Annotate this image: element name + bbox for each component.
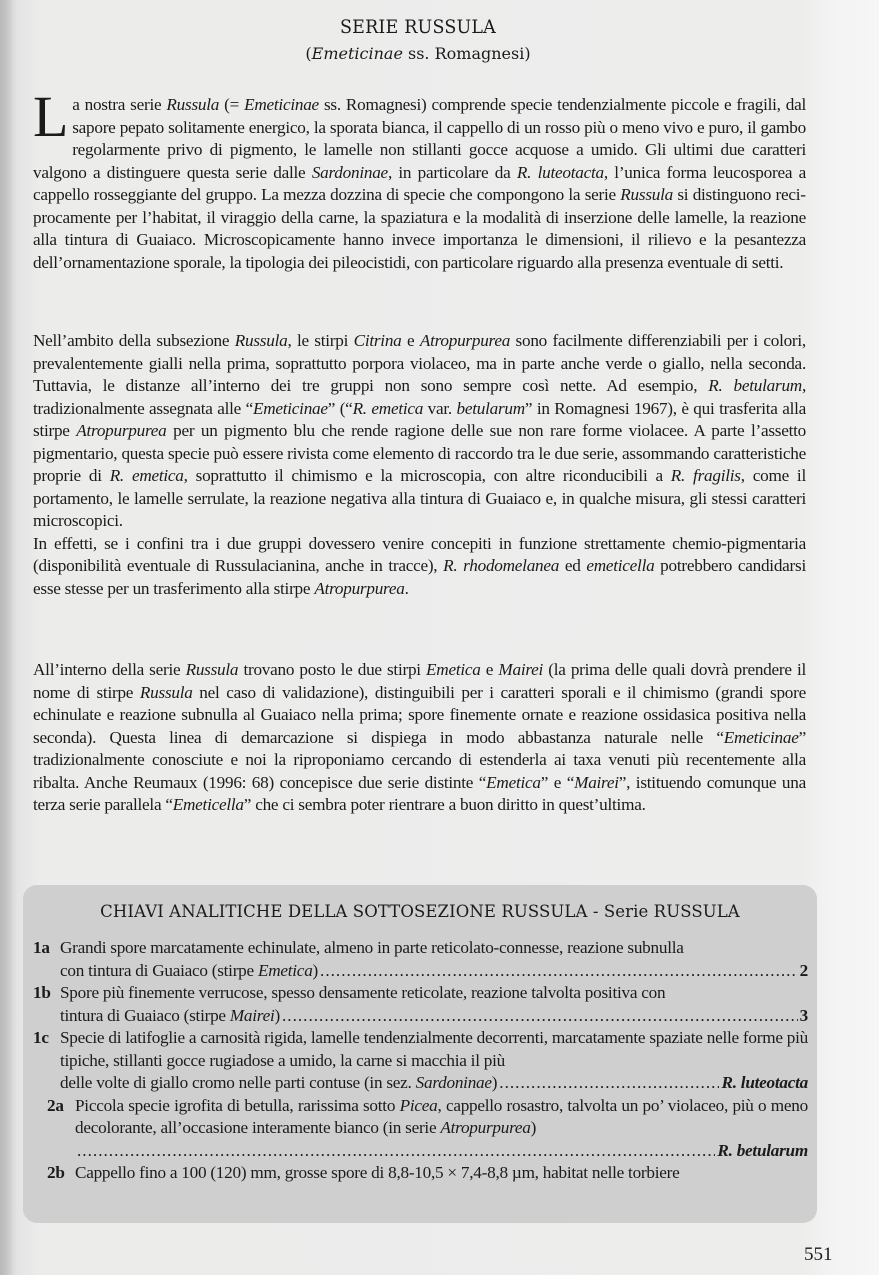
text-run: (la prima delle quali dovrà prendere il nome di stirpe (33, 660, 806, 702)
text-run: In effetti, se i confini tra i due gruppi dovessero venire concepiti in funzione strettamente chemio-pigmentaria (disponibilità eventuale di Russulacianina, anche in tracce), (33, 533, 806, 575)
key-description (60, 937, 808, 960)
text-run: Grandi spore marcatamente echinulate, almeno in parte reticolato-connesse, reazione subnulla (60, 938, 684, 957)
text-run: tintura di Guaiaco (stirpe (60, 1005, 230, 1025)
key-entry-2a (33, 1095, 808, 1163)
key-code: 1a (33, 938, 50, 957)
italic-term: Emeticinae (244, 95, 319, 114)
italic-term: Emetica (426, 660, 481, 679)
subtitle-italic: Emeticinae (311, 44, 403, 63)
text-run: si distinguono reciprocamente per l’habitat, il viraggio della carne, la spaziatura e la modalità di inserzione delle lamelle, la reazione alla tintura di Guaiaco. Microscopicamente hanno invece importanza le dimensioni, il rilievo e la pesantezza dell’ornamentazione sporale, la tipologia dei pileocistidi, con particolare riguardo alla presenza eventuale di setti. (33, 185, 806, 272)
text-run: potrebbero candidarsi esse stesse per un trasferimento alla stirpe (33, 556, 806, 598)
text-run: ) (312, 960, 319, 980)
key-target: 2 (799, 960, 808, 980)
text-run: ” e “ (540, 772, 575, 792)
key-description (75, 1095, 808, 1140)
italic-term: Russula (185, 660, 239, 679)
key-description (60, 982, 808, 1005)
text-run: Piccola specie igrofita di betulla, rarissima sotto (75, 1095, 400, 1115)
key-target: R. betularum (717, 1140, 808, 1160)
italic-term: R. emetica (109, 466, 184, 485)
text-run: , soprattutto il chimismo e la microscopia, con altre riconducibili a (183, 466, 671, 485)
key-entry-1a (33, 937, 808, 982)
text-run: ) (530, 1118, 537, 1137)
italic-term: Emetica (486, 772, 541, 792)
key-target: R. luteotacta (721, 1073, 808, 1092)
text-run: , cappello rosastro, talvolta un po’ violaceo, più o meno decolorante, all’occasione interamente bianco (in serie (75, 1095, 808, 1137)
text-run: ) (274, 1005, 280, 1025)
text-run: Specie di latifoglie a carnosità rigida, lamelle tendenzialmente decorrenti, marcatamente spaziate nelle forme più tipiche, stillanti gocce rugiadose a umido, la carne si macchia il più (60, 1028, 808, 1070)
key-leader-line (60, 1005, 808, 1028)
italic-term: Citrina (353, 331, 402, 350)
text-run: , tradizionalmente assegnata alle “ (33, 376, 807, 418)
text-run: , le stirpi (287, 331, 354, 350)
italic-term: Emetica (257, 960, 313, 980)
text-run: e (480, 660, 499, 679)
leader-dots (282, 1005, 798, 1028)
page-number: 551 (804, 1244, 833, 1265)
key-entry-2b (33, 1162, 808, 1185)
paragraph-series (33, 659, 806, 817)
drop-cap: L (33, 84, 69, 149)
paragraph-intro (33, 84, 807, 274)
text-run: per un pigmento blu che rende ragione delle sue non rare forme violacee. A parte l’assetto pigmentario, questa specie può essere rivista come elemento di raccordo tra le due serie, assommando caratteristiche proprie di (33, 421, 807, 485)
section-subtitle: (Emeticinae ss. Romagnesi) (305, 44, 531, 63)
text-run: All’interno della serie (33, 660, 186, 679)
text-run: Spore più finemente verrucose, spesso densamente reticolate, reazione talvolta positiva con (60, 983, 666, 1002)
paragraph-text (33, 84, 807, 274)
italic-term: Russula (139, 682, 193, 702)
text-run: , in particolare da (387, 162, 517, 182)
italic-term: Emeticella (172, 795, 244, 814)
text-run: ”, istituendo comunque una terza serie parallela “ (33, 772, 806, 814)
italic-term: Atropurpurea (76, 421, 167, 440)
key-leader-text (60, 1005, 280, 1028)
italic-term: emeticella (586, 556, 655, 575)
italic-term: Mairei (229, 1005, 275, 1025)
text-run: Cappello fino a 100 (120) mm, grosse spore di 8,8-10,5 × 7,4-8,8 µm, habitat nelle torbiere (75, 1163, 680, 1182)
key-leader-line (60, 1072, 808, 1095)
italic-term: Mairei (498, 660, 544, 679)
section-title: SERIE RUSSULA (339, 16, 496, 38)
italic-term: Picea (399, 1095, 438, 1115)
italic-term: Atropurpurea (419, 331, 511, 350)
key-description (60, 1027, 808, 1072)
italic-term: R. fragilis (670, 466, 741, 485)
leader-dots (320, 960, 798, 983)
key-entry-1b (33, 982, 808, 1027)
gutter-shadow (0, 0, 14, 1275)
key-description (75, 1162, 808, 1185)
text-run: Nell’ambito della subsezione (33, 331, 235, 350)
text-run: ed (559, 556, 587, 575)
key-list (33, 937, 808, 1185)
text-run: , l’unica forma leucosporea a cappello rosseggiante del gruppo. La mezza dozzina di specie che compongono la serie (33, 162, 806, 204)
key-leader-text (60, 1072, 497, 1095)
key-code: 2a (47, 1095, 64, 1115)
key-code: 2b (47, 1163, 65, 1182)
key-leader-text (60, 960, 318, 983)
key-code: 1c (33, 1028, 49, 1047)
text-run: ” in Romagnesi 1967), è qui trasferita alla stirpe (33, 398, 807, 440)
italic-term: Mairei (574, 772, 619, 792)
key-leader-line (60, 960, 808, 983)
italic-term: R. betularum (708, 376, 802, 395)
text-run: trovano posto le due stirpi (238, 660, 427, 679)
italic-term: R. luteotacta (516, 162, 604, 182)
italic-term: Emeticinae (252, 398, 328, 418)
italic-term: betularum (456, 398, 525, 418)
key-entry-1c (33, 1027, 808, 1095)
text-run: ” tradizionalmente conosciute e noi la riproponiamo cercando di estenderla ai taxa venuti più recentemente alla ribalta. Anche Reumaux (1996: 68) concepisce due serie distinte “ (33, 727, 806, 792)
text-run: a nostra serie (72, 95, 167, 114)
text-run: nel caso di validazione), distinguibili per i caratteri sporali e il chimismo (grandi spore echinulate e reazione subnulla al Guaiaco nella prima; spore finemente ornate e reazione ossidasica positiva nella seconda). Questa linea di demarcazione si dispiega in modo abbastanza naturale nelle “ (33, 682, 806, 747)
italic-term: Russula (166, 95, 220, 114)
italic-term: Russula (620, 185, 673, 204)
paragraph-continuation (33, 533, 806, 601)
paragraph-text (33, 330, 806, 533)
italic-term: Atropurpurea (314, 578, 405, 598)
key-leader-line (75, 1140, 808, 1163)
text-run: delle volte di giallo cromo nelle parti contuse (in sez. (60, 1073, 416, 1092)
text-run: var. (423, 398, 457, 418)
italic-term: R. rhodomelanea (443, 556, 560, 575)
italic-term: Russula (234, 331, 288, 350)
text-run: e (401, 331, 420, 350)
leader-dots (499, 1072, 719, 1095)
text-run: con tintura di Guaiaco (stirpe (60, 960, 258, 980)
italic-term: Sardoninae (415, 1073, 492, 1092)
text-run: (= (219, 95, 245, 114)
text-run: ss. Romagnesi) comprende specie tendenzialmente piccole e fragili, dal sapore pepato solitamente energico, la sporata bianca, il cappello di un rosso più o meno vivo e puro, il gambo regolarmente privo di pigmento, le lamelle non stillanti gocce acquose a umido. Gli ultimi due caratteri valgono a distinguere questa serie dalle (33, 95, 807, 182)
italic-term: Atropurpurea (440, 1118, 531, 1137)
key-target: 3 (799, 1005, 808, 1025)
leader-dots (77, 1140, 715, 1163)
text-run: ” che ci sembra poter rientrare a buon diritto in quest’ultima. (243, 795, 646, 814)
italic-term: Sardoninae (311, 162, 388, 182)
key-title: CHIAVI ANALITICHE DELLA SOTTOSEZIONE RUSSULA - Serie RUSSULA (100, 902, 740, 921)
text-run: ” (“ (327, 398, 353, 418)
key-code: 1b (33, 983, 51, 1002)
text-run: sono facilmente differenziabili per i colori, prevalentemente gialli nella prima, soprattutto porpora violaceo, ma in parte anche verde o giallo, nella seconda. Tuttavia, le distanze all’interno dei tre gruppi non sono sempre così nette. Ad esempio, (33, 331, 806, 395)
paragraph-subsection (33, 330, 806, 600)
italic-term: R. emetica (352, 398, 424, 418)
text-run: , come il portamento, le lamelle serrulate, la reazione negativa alla tintura di Guaiaco e, in qualche misura, gli stessi caratteri microscopici. (33, 466, 806, 530)
text-run: . (404, 578, 409, 598)
text-run: ) (491, 1073, 498, 1092)
italic-term: Emeticinae (723, 727, 799, 747)
paragraph-text (33, 659, 806, 817)
